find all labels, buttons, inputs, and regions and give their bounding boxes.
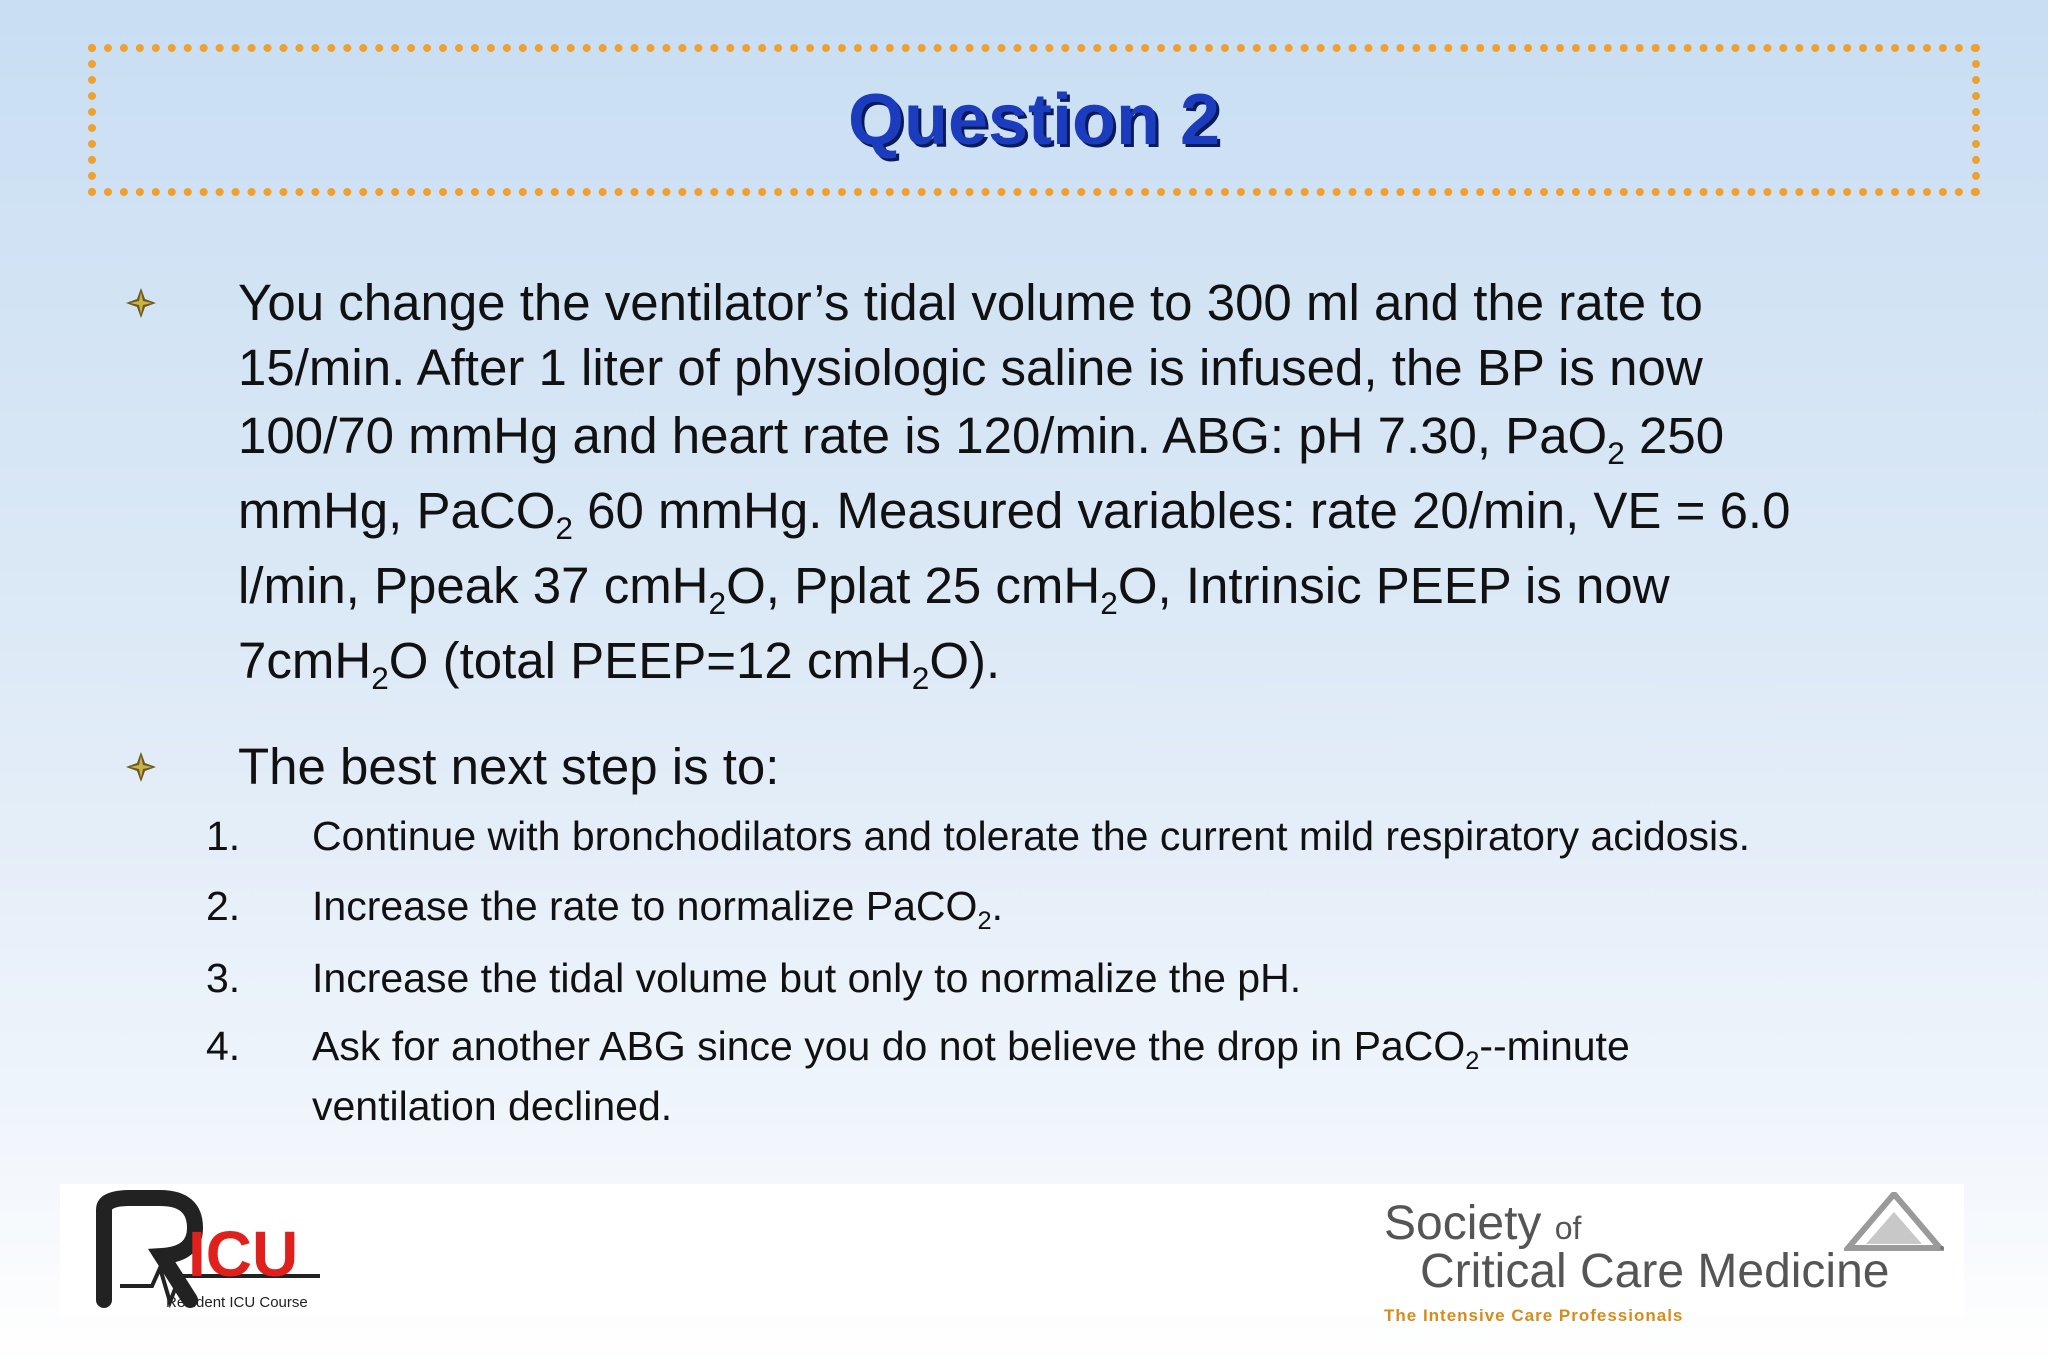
sccm-name: Critical Care Medicine: [1420, 1245, 1890, 1298]
answer-options: [206, 806, 1956, 1136]
stem-line-4: mmHg, PaCO$_2$ 60 mmHg. Measured variables: rate 20/min, VE = 6.0: [238, 481, 1791, 546]
option-text-continued: ventilation declined.: [312, 1083, 673, 1129]
option-number: 4.: [206, 1023, 241, 1069]
option-text: Ask for another ABG since you do not believe the drop in PaCO$_2$--minute: [312, 1023, 1630, 1075]
stem-line-3: 100/70 mmHg and heart rate is 120/min. ABG: pH 7.30, PaO$_2$ 250: [238, 406, 1725, 471]
sccm-logo: [1384, 1192, 1944, 1325]
option-2[interactable]: [206, 876, 1956, 936]
ricu-logo-text: ICU: [188, 1218, 299, 1290]
option-number: 1.: [206, 813, 241, 859]
option-text: Continue with bronchodilators and tolerate the current mild respiratory acidosis.: [312, 813, 1751, 859]
sccm-society: Society of: [1384, 1197, 1582, 1250]
option-text: Increase the rate to normalize PaCO$_2$.: [312, 883, 1003, 935]
option-4[interactable]: [206, 1016, 1956, 1136]
sccm-tagline: The Intensive Care Professionals: [1384, 1306, 1684, 1325]
stem-line-1: You change the ventilator’s tidal volume to 300 ml and the rate to: [238, 274, 1703, 331]
bullet-icon: [126, 288, 156, 318]
footer-logos: [60, 1184, 1964, 1325]
stem-line-2: 15/min. After 1 liter of physiologic saline is infused, the BP is now: [238, 339, 1703, 397]
option-1[interactable]: [206, 806, 1956, 866]
question-stem: [238, 270, 1938, 697]
option-number: 2.: [206, 883, 241, 929]
prompt-text: The best next step is to:: [238, 738, 780, 795]
stem-line-5: l/min, Ppeak 37 cmH$_2$O, Pplat 25 cmH$_2$O, Intrinsic PEEP is now: [238, 557, 1670, 622]
slide-title: Question 2: [847, 80, 1221, 160]
option-text: Increase the tidal volume but only to normalize the pH.: [312, 955, 1302, 1001]
sccm-pyramid-icon: [1844, 1192, 1944, 1262]
title-box: [88, 44, 1980, 196]
option-number: 3.: [206, 955, 241, 1001]
stem-line-6: 7cmH$_2$O (total PEEP=12 cmH$_2$O).: [238, 632, 1001, 697]
ricu-subtitle: Resident ICU Course: [166, 1294, 308, 1311]
ricu-logo: [90, 1190, 320, 1310]
bullet-icon: [126, 752, 156, 782]
question-prompt: [238, 734, 1938, 799]
option-3[interactable]: [206, 948, 1956, 1008]
